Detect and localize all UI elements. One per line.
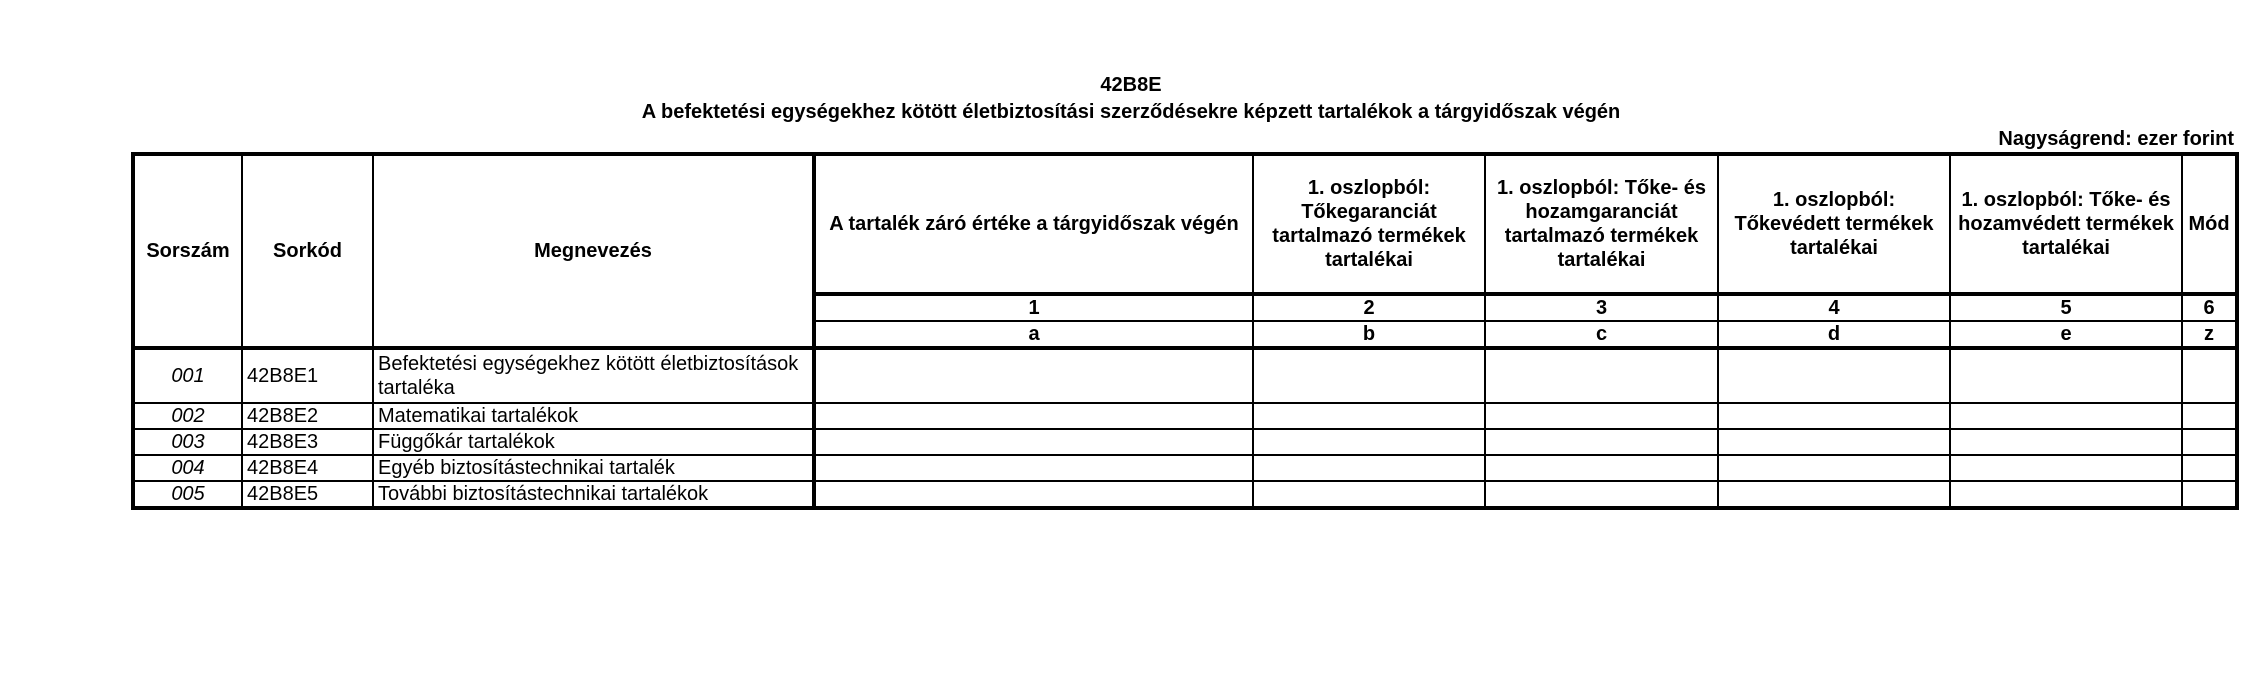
value-cell-e[interactable] bbox=[1950, 348, 2182, 403]
value-cell-d[interactable] bbox=[1718, 455, 1950, 481]
row-megnevezes: Egyéb biztosítástechnikai tartalék bbox=[373, 455, 814, 481]
value-cell-c[interactable] bbox=[1485, 403, 1718, 429]
form-code: 42B8E bbox=[1100, 74, 1162, 96]
column-number: 6 bbox=[2182, 294, 2237, 321]
col-header-4: 1. oszlopból: Tőkevédett termékek tartalékai bbox=[1718, 154, 1950, 294]
value-cell-b[interactable] bbox=[1253, 403, 1485, 429]
value-cell-e[interactable] bbox=[1950, 481, 2182, 508]
table-row bbox=[133, 348, 2237, 403]
row-megnevezes: Függőkár tartalékok bbox=[373, 429, 814, 455]
value-cell-e[interactable] bbox=[1950, 429, 2182, 455]
col-header-1: A tartalék záró értéke a tárgyidőszak végén bbox=[814, 154, 1253, 294]
row-sorkod: 42B8E4 bbox=[242, 455, 373, 481]
column-letter: a bbox=[814, 321, 1253, 348]
value-cell-b[interactable] bbox=[1253, 348, 1485, 403]
table-row bbox=[133, 455, 2237, 481]
table-row bbox=[133, 429, 2237, 455]
value-cell-d[interactable] bbox=[1718, 348, 1950, 403]
value-cell-z[interactable] bbox=[2182, 348, 2237, 403]
value-cell-e[interactable] bbox=[1950, 455, 2182, 481]
value-cell-b[interactable] bbox=[1253, 481, 1485, 508]
value-cell-c[interactable] bbox=[1485, 455, 1718, 481]
value-cell-c[interactable] bbox=[1485, 481, 1718, 508]
row-megnevezes: Matematikai tartalékok bbox=[373, 403, 814, 429]
row-megnevezes: Befektetési egységekhez kötött életbiztosítások tartaléka bbox=[373, 348, 814, 403]
col-header-sorkod: Sorkód bbox=[242, 154, 373, 348]
column-number: 2 bbox=[1253, 294, 1485, 321]
value-cell-a[interactable] bbox=[814, 348, 1253, 403]
column-letter: b bbox=[1253, 321, 1485, 348]
row-sorszam: 001 bbox=[133, 348, 242, 403]
row-sorszam: 002 bbox=[133, 403, 242, 429]
col-header-sorszam: Sorszám bbox=[133, 154, 242, 348]
value-cell-b[interactable] bbox=[1253, 429, 1485, 455]
value-cell-d[interactable] bbox=[1718, 403, 1950, 429]
col-header-megnevezes: Megnevezés bbox=[373, 154, 814, 348]
value-cell-z[interactable] bbox=[2182, 455, 2237, 481]
value-cell-e[interactable] bbox=[1950, 403, 2182, 429]
unit-note: Nagyságrend: ezer forint bbox=[1998, 128, 2234, 150]
row-sorszam: 004 bbox=[133, 455, 242, 481]
value-cell-z[interactable] bbox=[2182, 429, 2237, 455]
column-letter: e bbox=[1950, 321, 2182, 348]
row-sorkod: 42B8E1 bbox=[242, 348, 373, 403]
row-megnevezes: További biztosítástechnikai tartalékok bbox=[373, 481, 814, 508]
value-cell-a[interactable] bbox=[814, 481, 1253, 508]
row-sorkod: 42B8E2 bbox=[242, 403, 373, 429]
column-letter: d bbox=[1718, 321, 1950, 348]
value-cell-c[interactable] bbox=[1485, 429, 1718, 455]
reserves-table bbox=[131, 152, 2239, 510]
column-number: 3 bbox=[1485, 294, 1718, 321]
column-number: 4 bbox=[1718, 294, 1950, 321]
header-row bbox=[133, 154, 2237, 294]
value-cell-a[interactable] bbox=[814, 455, 1253, 481]
value-cell-c[interactable] bbox=[1485, 348, 1718, 403]
page-title: A befektetési egységekhez kötött életbiztosítási szerződésekre képzett tartalékok a tárgyidőszak végén bbox=[641, 101, 1621, 123]
col-header-6: Mód bbox=[2182, 154, 2237, 294]
column-letter: c bbox=[1485, 321, 1718, 348]
value-cell-d[interactable] bbox=[1718, 429, 1950, 455]
value-cell-z[interactable] bbox=[2182, 481, 2237, 508]
value-cell-z[interactable] bbox=[2182, 403, 2237, 429]
col-header-2: 1. oszlopból: Tőkegaranciát tartalmazó termékek tartalékai bbox=[1253, 154, 1485, 294]
row-sorkod: 42B8E3 bbox=[242, 429, 373, 455]
row-sorszam: 005 bbox=[133, 481, 242, 508]
column-number: 5 bbox=[1950, 294, 2182, 321]
value-cell-a[interactable] bbox=[814, 429, 1253, 455]
col-header-3: 1. oszlopból: Tőke- és hozamgaranciát tartalmazó termékek tartalékai bbox=[1485, 154, 1718, 294]
column-letter: z bbox=[2182, 321, 2237, 348]
row-sorszam: 003 bbox=[133, 429, 242, 455]
value-cell-a[interactable] bbox=[814, 403, 1253, 429]
column-number: 1 bbox=[814, 294, 1253, 321]
row-sorkod: 42B8E5 bbox=[242, 481, 373, 508]
value-cell-d[interactable] bbox=[1718, 481, 1950, 508]
table-row bbox=[133, 403, 2237, 429]
table-row bbox=[133, 481, 2237, 508]
col-header-5: 1. oszlopból: Tőke- és hozamvédett termékek tartalékai bbox=[1950, 154, 2182, 294]
value-cell-b[interactable] bbox=[1253, 455, 1485, 481]
